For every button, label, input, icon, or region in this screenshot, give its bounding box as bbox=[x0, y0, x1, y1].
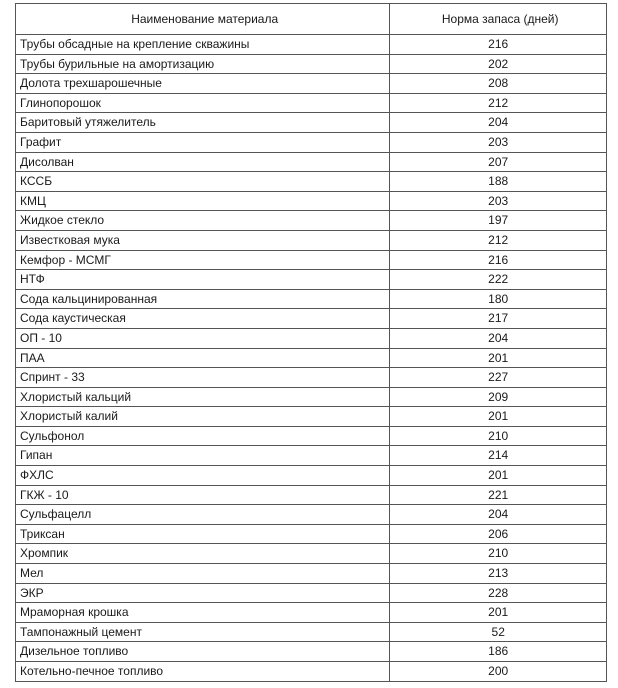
table-row bbox=[16, 368, 607, 388]
table-row bbox=[16, 328, 607, 348]
material-name-cell: ОП - 10 bbox=[16, 328, 390, 348]
table-row bbox=[16, 172, 607, 192]
stock-days-cell: 210 bbox=[390, 426, 607, 446]
material-name-cell: Гипан bbox=[16, 446, 390, 466]
material-name-cell: Триксан bbox=[16, 524, 390, 544]
material-name-cell: Котельно-печное топливо bbox=[16, 662, 390, 682]
stock-norms-table bbox=[15, 3, 607, 682]
stock-days-cell: 207 bbox=[390, 152, 607, 172]
table-row bbox=[16, 348, 607, 368]
material-name-cell: ПАА bbox=[16, 348, 390, 368]
stock-days-cell: 204 bbox=[390, 328, 607, 348]
material-name-cell: Мраморная крошка bbox=[16, 603, 390, 623]
material-name-cell: Трубы бурильные на амортизацию bbox=[16, 54, 390, 74]
material-name-cell: Известковая мука bbox=[16, 230, 390, 250]
table-row bbox=[16, 662, 607, 682]
material-name-cell: Сода каустическая bbox=[16, 309, 390, 329]
material-name-cell: ЭКР bbox=[16, 583, 390, 603]
table-row bbox=[16, 622, 607, 642]
header-material-name: Наименование материала bbox=[16, 4, 390, 35]
table-row bbox=[16, 603, 607, 623]
table-row bbox=[16, 270, 607, 290]
table-row bbox=[16, 152, 607, 172]
table-row bbox=[16, 35, 607, 55]
stock-days-cell: 221 bbox=[390, 485, 607, 505]
material-name-cell: Дисолван bbox=[16, 152, 390, 172]
table-row bbox=[16, 230, 607, 250]
stock-days-cell: 201 bbox=[390, 603, 607, 623]
material-name-cell: КМЦ bbox=[16, 191, 390, 211]
table-row bbox=[16, 113, 607, 133]
stock-days-cell: 201 bbox=[390, 348, 607, 368]
stock-days-cell: 204 bbox=[390, 113, 607, 133]
stock-days-cell: 204 bbox=[390, 505, 607, 525]
material-name-cell: ГКЖ - 10 bbox=[16, 485, 390, 505]
stock-days-cell: 227 bbox=[390, 368, 607, 388]
table-row bbox=[16, 93, 607, 113]
stock-days-cell: 206 bbox=[390, 524, 607, 544]
stock-days-cell: 210 bbox=[390, 544, 607, 564]
table-row bbox=[16, 191, 607, 211]
material-name-cell: Глинопорошок bbox=[16, 93, 390, 113]
material-name-cell: Мел bbox=[16, 564, 390, 584]
material-name-cell: Тампонажный цемент bbox=[16, 622, 390, 642]
stock-days-cell: 214 bbox=[390, 446, 607, 466]
stock-days-cell: 222 bbox=[390, 270, 607, 290]
table-row bbox=[16, 485, 607, 505]
table-row bbox=[16, 505, 607, 525]
material-name-cell: Хлористый кальций bbox=[16, 387, 390, 407]
material-name-cell: Сода кальцинированная bbox=[16, 289, 390, 309]
stock-days-cell: 201 bbox=[390, 466, 607, 486]
stock-days-cell: 180 bbox=[390, 289, 607, 309]
stock-days-cell: 212 bbox=[390, 230, 607, 250]
stock-days-cell: 209 bbox=[390, 387, 607, 407]
stock-days-cell: 52 bbox=[390, 622, 607, 642]
material-name-cell: Сульфонол bbox=[16, 426, 390, 446]
stock-days-cell: 212 bbox=[390, 93, 607, 113]
material-name-cell: Графит bbox=[16, 132, 390, 152]
stock-days-cell: 213 bbox=[390, 564, 607, 584]
stock-days-cell: 216 bbox=[390, 35, 607, 55]
table-row bbox=[16, 426, 607, 446]
material-name-cell: Хлористый калий bbox=[16, 407, 390, 427]
table-row bbox=[16, 544, 607, 564]
stock-days-cell: 197 bbox=[390, 211, 607, 231]
material-name-cell: КССБ bbox=[16, 172, 390, 192]
table-row bbox=[16, 211, 607, 231]
table-row bbox=[16, 250, 607, 270]
stock-days-cell: 186 bbox=[390, 642, 607, 662]
stock-days-cell: 202 bbox=[390, 54, 607, 74]
stock-days-cell: 203 bbox=[390, 191, 607, 211]
stock-days-cell: 228 bbox=[390, 583, 607, 603]
table-row bbox=[16, 446, 607, 466]
material-name-cell: Жидкое стекло bbox=[16, 211, 390, 231]
table-row bbox=[16, 466, 607, 486]
material-name-cell: Сульфацелл bbox=[16, 505, 390, 525]
material-name-cell: Дизельное топливо bbox=[16, 642, 390, 662]
table-row bbox=[16, 309, 607, 329]
material-name-cell: Долота трехшарошечные bbox=[16, 74, 390, 94]
table-body bbox=[16, 35, 607, 682]
material-name-cell: Спринт - 33 bbox=[16, 368, 390, 388]
material-name-cell: Баритовый утяжелитель bbox=[16, 113, 390, 133]
stock-days-cell: 188 bbox=[390, 172, 607, 192]
material-name-cell: Трубы обсадные на крепление скважины bbox=[16, 35, 390, 55]
table-row bbox=[16, 289, 607, 309]
stock-days-cell: 203 bbox=[390, 132, 607, 152]
table-row bbox=[16, 54, 607, 74]
table-row bbox=[16, 564, 607, 584]
material-name-cell: Хромпик bbox=[16, 544, 390, 564]
table-row bbox=[16, 583, 607, 603]
table-row bbox=[16, 74, 607, 94]
table-row bbox=[16, 642, 607, 662]
stock-days-cell: 217 bbox=[390, 309, 607, 329]
table-row bbox=[16, 387, 607, 407]
material-name-cell: НТФ bbox=[16, 270, 390, 290]
table-row bbox=[16, 524, 607, 544]
header-row bbox=[16, 4, 607, 35]
stock-days-cell: 208 bbox=[390, 74, 607, 94]
stock-days-cell: 201 bbox=[390, 407, 607, 427]
table-row bbox=[16, 407, 607, 427]
material-name-cell: ФХЛС bbox=[16, 466, 390, 486]
stock-days-cell: 216 bbox=[390, 250, 607, 270]
header-stock-days: Норма запаса (дней) bbox=[390, 4, 607, 35]
material-name-cell: Кемфор - МСМГ bbox=[16, 250, 390, 270]
table-row bbox=[16, 132, 607, 152]
stock-days-cell: 200 bbox=[390, 662, 607, 682]
